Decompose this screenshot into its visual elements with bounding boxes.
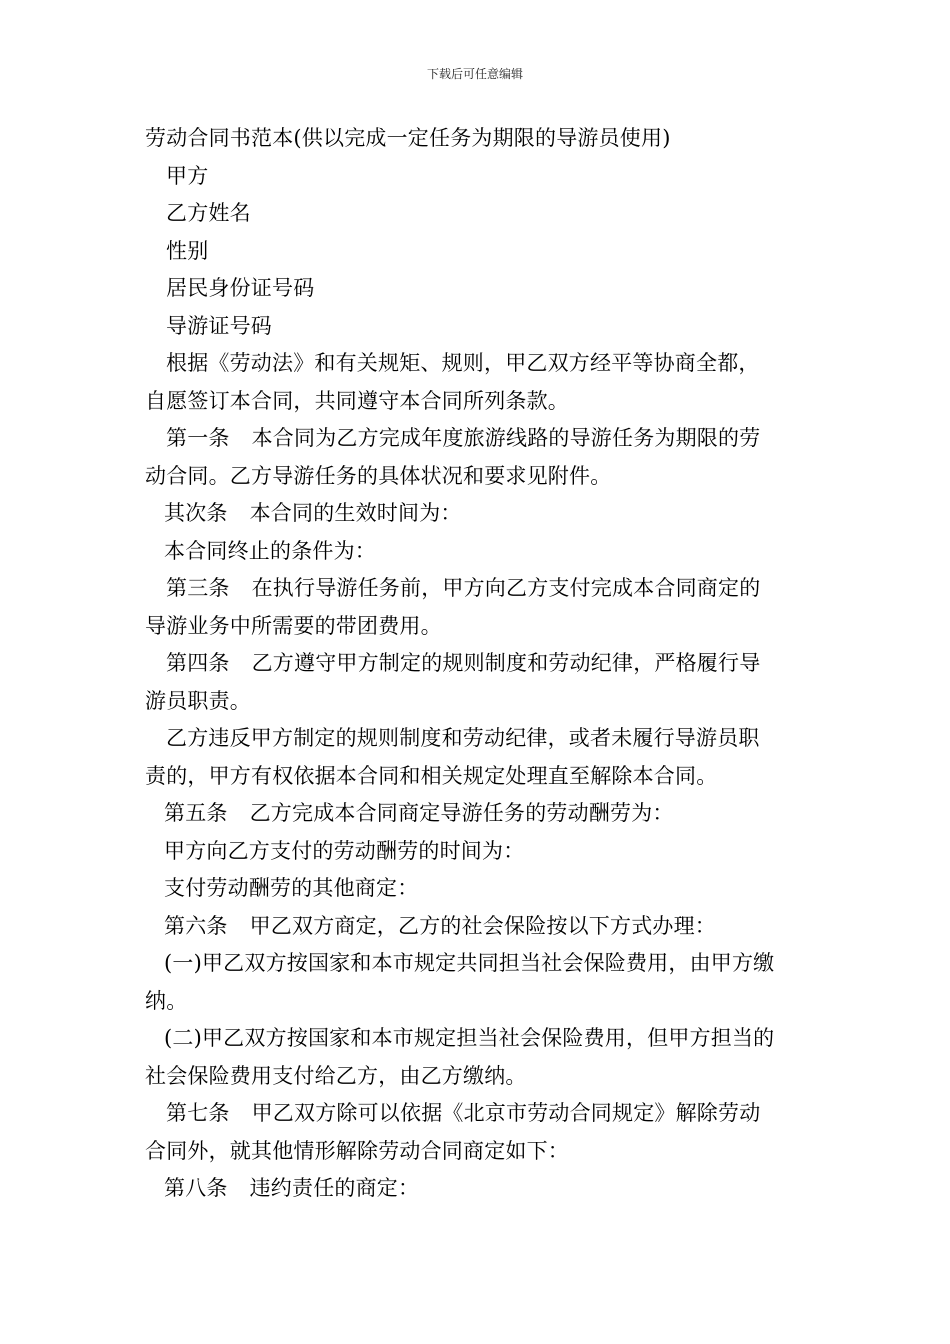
article-8-label: 第八条	[164, 1176, 228, 1200]
field-party-b-name: 乙方姓名	[166, 201, 251, 225]
article-2-line-2: 本合同终止的条件为：	[164, 538, 376, 563]
article-7-label: 第七条	[166, 1101, 230, 1125]
field-gender: 性别	[166, 238, 209, 263]
article-7-line-2: 合同外，就其他情形解除劳动合同商定如下：	[145, 1138, 569, 1163]
article-1-label: 第一条	[166, 426, 230, 450]
article-2-line-1	[145, 495, 810, 533]
page-header-note: 下载后可任意编辑	[426, 67, 523, 81]
document-body	[145, 120, 810, 1208]
article-2-label: 其次条	[164, 501, 228, 525]
article-4-text: 乙方遵守甲方制定的规则制度和劳动纪律，严格履行导	[251, 651, 761, 675]
article-7-line-1	[145, 1095, 810, 1133]
field-party-a: 甲方	[166, 163, 209, 188]
article-5-line-1	[145, 795, 810, 833]
article-3-label: 第三条	[166, 576, 230, 600]
article-1-text: 本合同为乙方完成年度旅游线路的导游任务为期限的劳	[251, 426, 761, 450]
article-3-line-1	[145, 570, 810, 608]
field-guide-cert: 导游证号码	[166, 313, 272, 338]
article-6-label: 第六条	[164, 913, 228, 938]
article-6-option-2-line-2: 社会保险费用支付给乙方，由乙方缴纳。	[145, 1063, 527, 1088]
article-5-text: 乙方完成本合同商定导游任务的劳动酬劳为：	[249, 801, 674, 825]
article-3-text: 在执行导游任务前，甲方向乙方支付完成本合同商定的	[251, 576, 761, 600]
article-4-line-3: 乙方违反甲方制定的规则制度和劳动纪律，或者未履行导游员职	[166, 726, 760, 750]
article-4-line-4: 责的，甲方有权依据本合同和相关规定处理直至解除本合同。	[145, 763, 718, 788]
article-6-option-1-line-2: 纳。	[145, 988, 188, 1013]
article-5-line-2: 甲方向乙方支付的劳动酬劳的时间为：	[164, 838, 525, 863]
article-3-line-2: 导游业务中所需要的带团费用。	[145, 613, 442, 638]
article-1-line-2: 动合同。乙方导游任务的具体状况和要求见附件。	[145, 463, 612, 488]
article-5-line-3: 支付劳动酬劳的其他商定：	[164, 876, 419, 900]
article-4-line-1	[145, 645, 810, 683]
article-6-option-1-line-1: (一)甲乙双方按国家和本市规定共同担当社会保险费用，由甲方缴	[164, 951, 775, 975]
article-6-text: 甲乙双方商定，乙方的社会保险按以下方式办理：	[249, 913, 717, 938]
article-6-option-2-line-1: (二)甲乙双方按国家和本市规定担当社会保险费用，但甲方担当的	[164, 1026, 775, 1050]
article-4-label: 第四条	[166, 651, 230, 675]
article-6-line-1	[145, 908, 810, 946]
document-title: 劳动合同书范本(供以完成一定任务为期限的导游员使用)	[145, 126, 671, 150]
preamble-line-2: 自愿签订本合同，共同遵守本合同所列条款。	[145, 388, 569, 413]
article-7-text: 甲乙双方除可以依据《北京市劳动合同规定》解除劳动	[251, 1101, 761, 1125]
article-8-text: 违约责任的商定：	[249, 1176, 420, 1200]
article-4-line-2: 游员职责。	[145, 688, 251, 713]
field-id-number: 居民身份证号码	[166, 276, 315, 300]
article-2-text: 本合同的生效时间为：	[249, 501, 462, 525]
article-5-label: 第五条	[164, 801, 228, 825]
article-8-line-1	[145, 1170, 810, 1208]
preamble-line-1: 根据《劳动法》和有关规矩、规则，甲乙双方经平等协商全都，	[166, 351, 760, 375]
article-1-line-1	[145, 420, 810, 458]
